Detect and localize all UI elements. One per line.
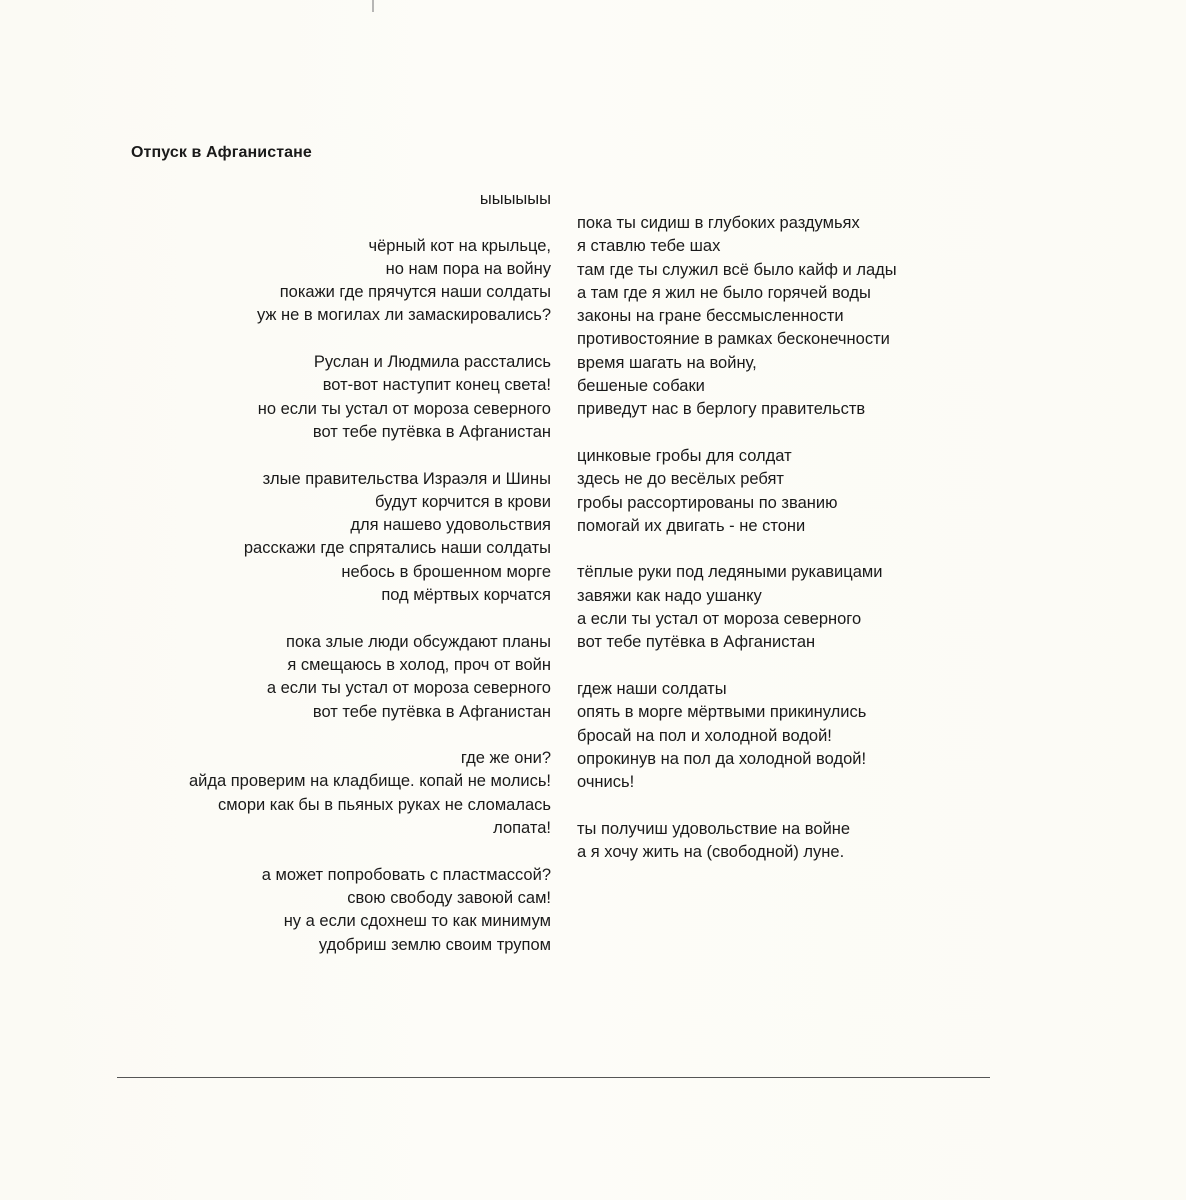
poem-line: айда проверим на кладбище. копай не молись! — [188, 772, 551, 791]
poem-line: пока ты сидиш в глубоких раздумьях — [577, 214, 860, 232]
poem-line: противостояние в рамках бесконечности — [577, 330, 890, 349]
poem-line: очнись! — [577, 773, 635, 792]
stanza — [111, 468, 551, 608]
stanza — [111, 235, 551, 328]
poem-line: ты получиш удовольствие на войне — [577, 819, 851, 838]
poem-line: лопата! — [493, 819, 551, 838]
poem-line: вот тебе путёвка в Афганистан — [312, 702, 551, 721]
poem-line: небось в брошенном морге — [341, 562, 551, 581]
poem-title: Отпуск в Афганистане — [131, 144, 312, 161]
poem-line: но если ты устал от мороза северного — [257, 399, 551, 418]
poem-line: удобриш землю своим трупом — [318, 935, 551, 954]
poem-line: тёплые руки под ледяными рукавицами — [577, 563, 883, 582]
poem-line: законы на гране бессмысленности — [577, 307, 844, 326]
poem-line: расскажи где спрятались наши солдаты — [243, 539, 551, 558]
poem-line: я ставлю тебе шах — [577, 237, 721, 256]
poem-line: свою свободу завоюй сам! — [347, 888, 551, 907]
poem-line: злые правительства Израэля и Шины — [262, 469, 551, 488]
poem-line: помогай их двигать - не стони — [577, 516, 806, 535]
stanza — [111, 631, 551, 724]
stanza — [111, 188, 551, 211]
stanza — [577, 445, 997, 538]
poem-line: уж не в могилах ли замаскировались? — [256, 306, 551, 325]
poem-line: вот тебе путёвка в Афганистан — [577, 633, 816, 652]
poem-line: там где ты служил всё было кайф и лады — [577, 260, 897, 279]
poem-line: чёрный кот на крыльце, — [368, 236, 551, 255]
poem-line: приведут нас в берлогу правительств — [577, 400, 866, 419]
poem-line: цинковые гробы для солдат — [577, 446, 792, 465]
poem-line: гробы рассортированы по званию — [577, 493, 838, 512]
stanza — [111, 351, 551, 444]
stanza — [577, 212, 997, 422]
poem-line: смори как бы в пьяных руках не сломалась — [218, 795, 551, 814]
poem-line: вот тебе путёвка в Афганистан — [312, 422, 551, 441]
poem-line: под мёртвых корчатся — [381, 586, 551, 605]
stanza — [577, 561, 997, 654]
poem-line: время шагать на войну, — [577, 353, 757, 372]
stanza — [577, 678, 997, 794]
poem-line: бешеные собаки — [577, 377, 705, 396]
poem-line: ыыыыыы — [479, 190, 551, 208]
poem-line: где же они? — [460, 749, 551, 768]
poem-line: Руслан и Людмила расстались — [313, 353, 551, 372]
poem-line: завяжи как надо ушанку — [577, 586, 762, 605]
right-column — [577, 212, 997, 864]
poem-line: а там где я жил не было горячей воды — [577, 283, 871, 302]
poem-line: а если ты устал от мороза северного — [266, 679, 551, 698]
poem-line: пока злые люди обсуждают планы — [286, 632, 551, 651]
poem-line: гдеж наши солдаты — [577, 679, 727, 698]
poem-line: опять в морге мёртвыми прикинулись — [577, 703, 867, 722]
stanza — [111, 747, 551, 840]
poem-line: ну а если сдохнеш то как минимум — [283, 912, 551, 931]
poem-line: а может попробовать с пластмассой? — [261, 865, 551, 884]
poem-line: здесь не до весёлых ребят — [577, 470, 784, 489]
poem-line: а я хочу жить на (свободной) луне. — [577, 843, 845, 862]
left-column — [111, 188, 551, 957]
stanza — [577, 818, 997, 865]
footer-rule — [117, 1077, 990, 1078]
poem-line: а если ты устал от мороза северного — [577, 610, 862, 629]
scan-speck — [372, 0, 374, 12]
poem-line: бросай на пол и холодной водой! — [577, 726, 832, 745]
poem-line: опрокинув на пол да холодной водой! — [577, 749, 867, 768]
poem-line: будут корчится в крови — [374, 492, 551, 511]
poem-line: для нашево удовольствия — [350, 516, 551, 535]
poem-line: покажи где прячутся наши солдаты — [279, 283, 551, 302]
stanza — [111, 864, 551, 957]
poem-line: но нам пора на войну — [385, 259, 551, 278]
poem-line: вот-вот наступит конец света! — [322, 376, 551, 395]
poem-line: я смещаюсь в холод, проч от войн — [287, 655, 551, 674]
